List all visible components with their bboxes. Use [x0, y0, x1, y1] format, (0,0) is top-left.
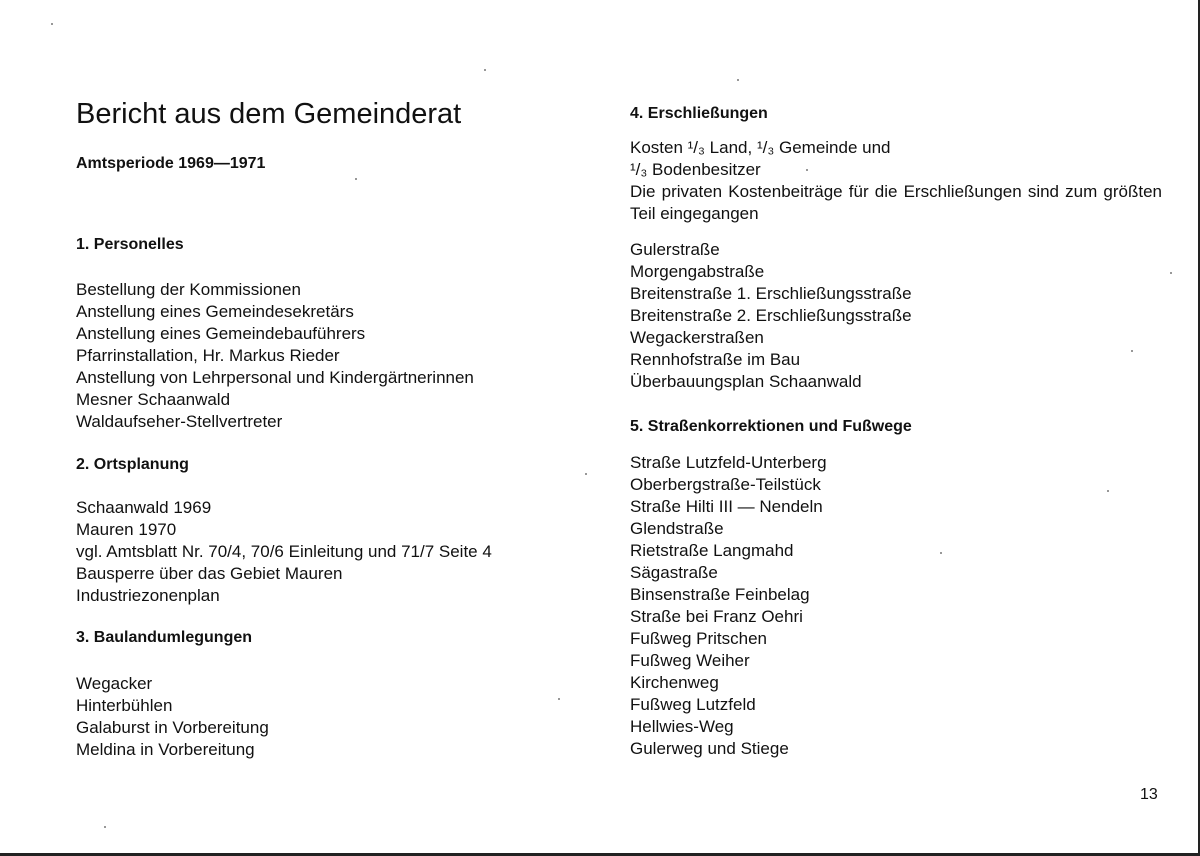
scan-speck [1131, 350, 1133, 352]
contribution-note: Die privaten Kostenbeiträge für die Erschließungen sind zum größten Teil eingegangen [630, 182, 1162, 223]
list-item: Anstellung eines Gemeindebauführers [76, 324, 366, 343]
list-strassenkorrektionen [630, 452, 827, 760]
list-item: Gulerstraße [630, 240, 720, 259]
list-item: Meldina in Vorbereitung [76, 740, 255, 759]
cost-line: Kosten ¹/₃ Land, ¹/₃ Gemeinde und [630, 138, 891, 157]
list-personelles [76, 279, 474, 433]
list-item: Hinterbühlen [76, 696, 173, 715]
cost-line: ¹/₃ Bodenbesitzer [630, 160, 761, 179]
scan-speck [558, 698, 560, 700]
list-item: Fußweg Lutzfeld [630, 695, 756, 714]
scan-speck [104, 826, 106, 828]
list-item: Galaburst in Vorbereitung [76, 718, 269, 737]
list-item: Breitenstraße 2. Erschließungsstraße [630, 306, 912, 325]
cost-distribution [630, 137, 1162, 181]
section-heading-strassenkorrektionen: 5. Straßenkorrektionen und Fußwege [630, 418, 912, 435]
scan-speck [940, 552, 942, 554]
list-item: Straße Hilti III — Nendeln [630, 497, 823, 516]
list-item: Morgengabstraße [630, 262, 765, 281]
section-heading-baulandumlegungen: 3. Baulandumlegungen [76, 629, 253, 646]
section-heading-ortsplanung: 2. Ortsplanung [76, 456, 189, 473]
scan-speck [806, 169, 808, 171]
list-item: Hellwies-Weg [630, 717, 734, 736]
list-item: Mauren 1970 [76, 520, 177, 539]
list-item: Fußweg Weiher [630, 651, 750, 670]
list-item: Mesner Schaanwald [76, 390, 231, 409]
list-item: Glendstraße [630, 519, 724, 538]
list-item: Oberbergstraße-Teilstück [630, 475, 821, 494]
list-erschliessungen [630, 239, 912, 393]
list-item: Kirchenweg [630, 673, 719, 692]
subtitle: Amtsperiode 1969—1971 [76, 155, 266, 172]
list-item: Binsenstraße Feinbelag [630, 585, 810, 604]
list-item: Straße bei Franz Oehri [630, 607, 803, 626]
scan-speck [484, 69, 486, 71]
list-item: Straße Lutzfeld-Unterberg [630, 453, 827, 472]
scan-speck [1170, 272, 1172, 274]
list-item: Schaanwald 1969 [76, 498, 212, 517]
scan-speck [1107, 490, 1109, 492]
list-item: Bestellung der Kommissionen [76, 280, 301, 299]
list-ortsplanung [76, 497, 492, 607]
list-item: Anstellung eines Gemeindesekretärs [76, 302, 354, 321]
scan-speck [51, 23, 53, 25]
scan-speck [355, 178, 357, 180]
list-item: Überbauungsplan Schaanwald [630, 372, 862, 391]
list-item: Wegacker [76, 674, 153, 693]
list-item: Industriezonenplan [76, 586, 220, 605]
scan-speck [737, 79, 739, 81]
section-heading-erschliessungen: 4. Erschließungen [630, 105, 768, 122]
list-item: Bausperre über das Gebiet Mauren [76, 564, 343, 583]
page-number: 13 [1140, 786, 1158, 803]
list-baulandumlegungen [76, 673, 269, 761]
list-item: Fußweg Pritschen [630, 629, 767, 648]
list-item: Wegackerstraßen [630, 328, 764, 347]
list-item: Gulerweg und Stiege [630, 739, 789, 758]
list-item: Rennhofstraße im Bau [630, 350, 801, 369]
list-item: Pfarrinstallation, Hr. Markus Rieder [76, 346, 340, 365]
list-item: Breitenstraße 1. Erschließungsstraße [630, 284, 912, 303]
list-item: Waldaufseher-Stellvertreter [76, 412, 283, 431]
list-item: Rietstraße Langmahd [630, 541, 794, 560]
list-item: Anstellung von Lehrpersonal und Kindergärtnerinnen [76, 368, 474, 387]
page-title: Bericht aus dem Gemeinderat [76, 98, 462, 130]
list-item: vgl. Amtsblatt Nr. 70/4, 70/6 Einleitung und 71/7 Seite 4 [76, 542, 492, 561]
section-heading-personelles: 1. Personelles [76, 236, 184, 253]
list-item: Sägastraße [630, 563, 718, 582]
scan-speck [585, 473, 587, 475]
